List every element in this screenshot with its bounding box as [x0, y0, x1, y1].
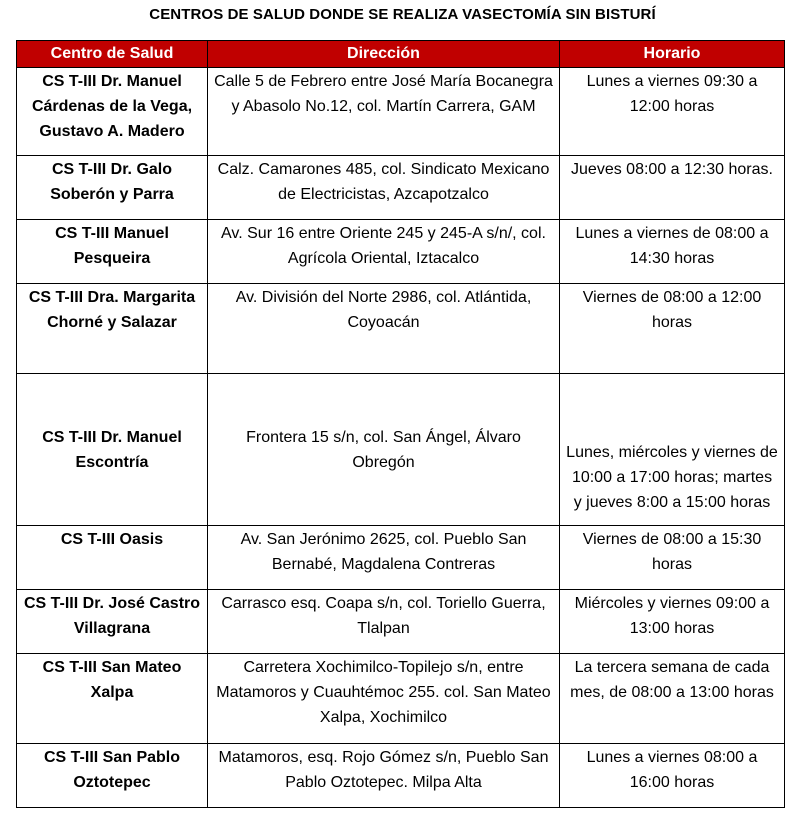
- table-row: [17, 526, 785, 590]
- column-header-centro: Centro de Salud: [17, 41, 208, 68]
- cell-horario: Lunes, miércoles y viernes de 10:00 a 17:00 horas; martes y jueves 8:00 a 15:00 horas: [560, 374, 785, 526]
- cell-horario: Lunes a viernes 09:30 a 12:00 horas: [560, 68, 785, 156]
- cell-direccion: Av. División del Norte 2986, col. Atlántida, Coyoacán: [208, 284, 560, 374]
- cell-direccion: Calle 5 de Febrero entre José María Bocanegra y Abasolo No.12, col. Martín Carrera, GAM: [208, 68, 560, 156]
- column-header-direccion: Dirección: [208, 41, 560, 68]
- table-row: [17, 220, 785, 284]
- cell-horario: Lunes a viernes 08:00 a 16:00 horas: [560, 744, 785, 808]
- cell-horario: La tercera semana de cada mes, de 08:00 a 13:00 horas: [560, 654, 785, 744]
- table-row: [17, 654, 785, 744]
- cell-direccion: Av. San Jerónimo 2625, col. Pueblo San Bernabé, Magdalena Contreras: [208, 526, 560, 590]
- cell-horario: Viernes de 08:00 a 15:30 horas: [560, 526, 785, 590]
- cell-centro: CS T-III Dr. Galo Soberón y Parra: [17, 156, 208, 220]
- cell-horario: Miércoles y viernes 09:00 a 13:00 horas: [560, 590, 785, 654]
- table-row: [17, 156, 785, 220]
- cell-direccion: Calz. Camarones 485, col. Sindicato Mexicano de Electricistas, Azcapotzalco: [208, 156, 560, 220]
- cell-centro: CS T-III Oasis: [17, 526, 208, 590]
- cell-centro: CS T-III Dr. José Castro Villagrana: [17, 590, 208, 654]
- table-row: [17, 590, 785, 654]
- cell-centro: CS T-III Dr. Manuel Cárdenas de la Vega, Gustavo A. Madero: [17, 68, 208, 156]
- cell-centro: CS T-III Dra. Margarita Chorné y Salazar: [17, 284, 208, 374]
- column-header-horario: Horario: [560, 41, 785, 68]
- table-row: [17, 68, 785, 156]
- cell-centro: CS T-III Manuel Pesqueira: [17, 220, 208, 284]
- health-centers-table: [16, 40, 785, 808]
- page-title: CENTROS DE SALUD DONDE SE REALIZA VASECTOMÍA SIN BISTURÍ: [149, 6, 656, 23]
- cell-direccion: Frontera 15 s/n, col. San Ángel, Álvaro Obregón: [208, 374, 560, 526]
- cell-direccion: Carrasco esq. Coapa s/n, col. Toriello Guerra, Tlalpan: [208, 590, 560, 654]
- table-row: [17, 374, 785, 526]
- cell-direccion: Carretera Xochimilco-Topilejo s/n, entre Matamoros y Cuauhtémoc 255. col. San Mateo Xalpa, Xochimilco: [208, 654, 560, 744]
- table-row: [17, 744, 785, 808]
- cell-centro: CS T-III San Mateo Xalpa: [17, 654, 208, 744]
- cell-horario: Lunes a viernes de 08:00 a 14:30 horas: [560, 220, 785, 284]
- cell-horario: Viernes de 08:00 a 12:00 horas: [560, 284, 785, 374]
- cell-horario: Jueves 08:00 a 12:30 horas.: [560, 156, 785, 220]
- cell-direccion: Matamoros, esq. Rojo Gómez s/n, Pueblo San Pablo Oztotepec. Milpa Alta: [208, 744, 560, 808]
- table-header-row: [17, 41, 785, 68]
- cell-direccion: Av. Sur 16 entre Oriente 245 y 245-A s/n/, col. Agrícola Oriental, Iztacalco: [208, 220, 560, 284]
- cell-centro: CS T-III Dr. Manuel Escontría: [17, 374, 208, 526]
- cell-centro: CS T-III San Pablo Oztotepec: [17, 744, 208, 808]
- table-row: [17, 284, 785, 374]
